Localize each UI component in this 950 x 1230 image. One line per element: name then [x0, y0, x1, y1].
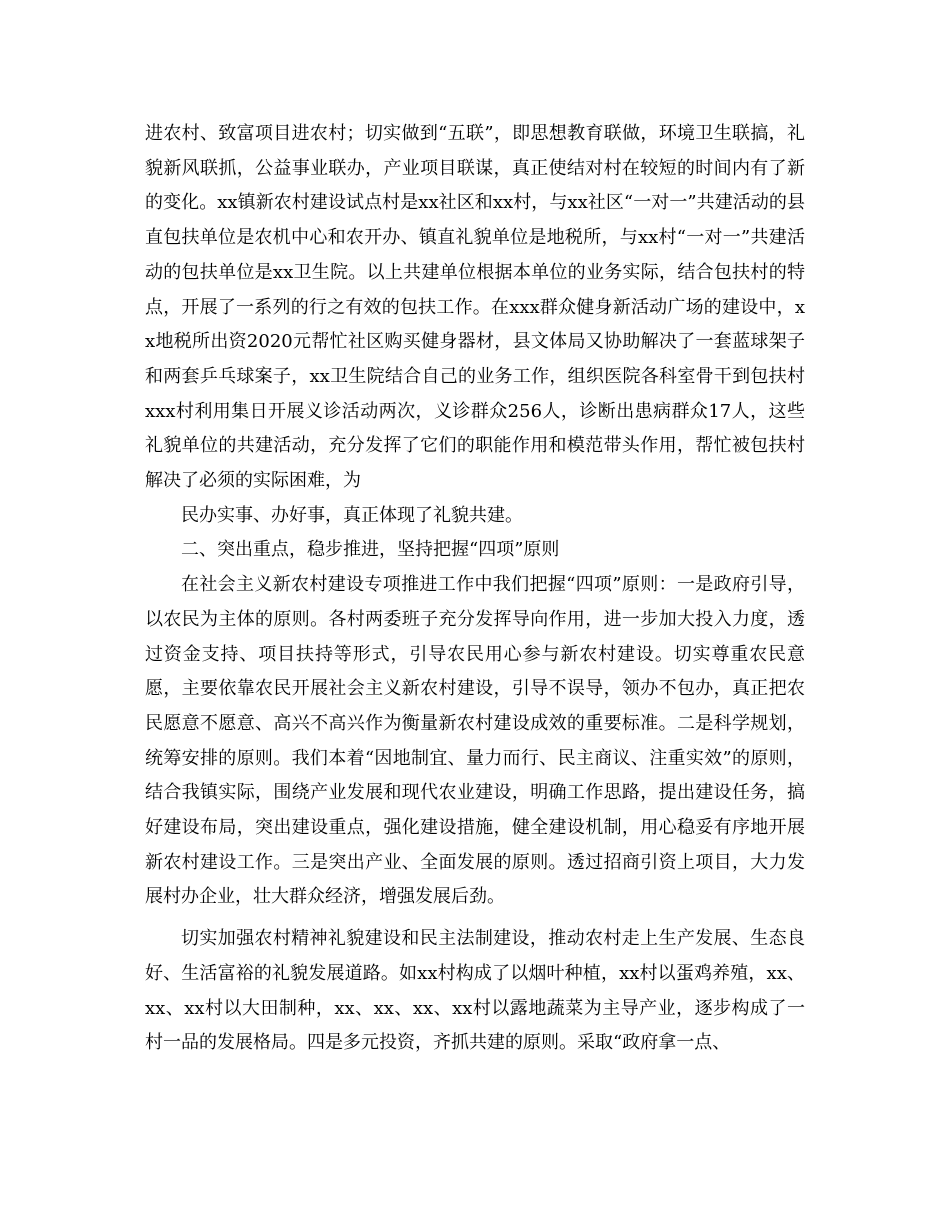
section-heading: 二、突出重点，稳步推进，坚持把握“四项”原则	[181, 539, 560, 561]
paragraph-1: 进农村、致富项目进农村；切实做到“五联”，即思想教育联做，环境卫生联搞，礼貌新风联抓，公益事业联办，产业项目联谋，真正使结对村在较短的时间内有了新的变化。xx镇新农村建设试点村是xx社区和xx村，与xx社区“一对一”共建活动的县直包扶单位是农机中心和农开办、镇直礼貌单位是地税所，与xx村“一对一”共建活动的包扶单位是xx卫生院。以上共建单位根据本单位的业务实际，结合包扶村的特点，开展了一系列的行之有效的包扶工作。在xxx群众健身新活动广场的建设中，xx地税所出资2020元帮忙社区购买健身器材，县文体局又协助解决了一套蓝球架子和两套乒乓球案子，xx卫生院结合自己的业务工作，组织医院各科室骨干到包扶村xxx村利用集日开展义诊活动两次，义诊群众256人，诊断出患病群众17人，这些礼貌单位的共建活动，充分发挥了它们的职能作用和模范带头作用，帮忙被包扶村解决了必须的实际困难，为	[145, 123, 805, 492]
paragraph-3: 在社会主义新农村建设专项推进工作中我们把握“四项”原则：一是政府引导，以农民为主体的原则。各村两委班子充分发挥导向作用，进一步加大投入力度，透过资金支持、项目扶持等形式，引导农民用心参与新农村建设。切实尊重农民意愿，主要依靠农民开展社会主义新农村建设，引导不误导，领办不包办，真正把农民愿意不愿意、高兴不高兴作为衡量新农村建设成效的重要标准。二是科学规划，统筹安排的原则。我们本着“因地制宜、量力而行、民主商议、注重实效”的原则，结合我镇实际，围绕产业发展和现代农业建设，明确工作思路，提出建设任务，搞好建设布局，突出建设重点，强化建设措施，健全建设机制，用心稳妥有序地开展新农村建设工作。三是突出产业、全面发展的原则。透过招商引资上项目，大力发展村办企业，壮大群众经济，增强发展后劲。	[145, 574, 805, 908]
paragraph-4: 切实加强农村精神礼貌建设和民主法制建设，推动农村走上生产发展、生态良好、生活富裕的礼貌发展道路。如xx村构成了以烟叶种植，xx村以蛋鸡养殖，xx、xx、xx村以大田制种，xx、xx、xx、xx村以露地蔬菜为主导产业，逐步构成了一村一品的发展格局。四是多元投资，齐抓共建的原则。采取“政府拿一点、	[145, 928, 805, 1054]
paragraph-2: 民办实事、办好事，真正体现了礼貌共建。	[181, 504, 523, 526]
document-body	[145, 117, 805, 1061]
